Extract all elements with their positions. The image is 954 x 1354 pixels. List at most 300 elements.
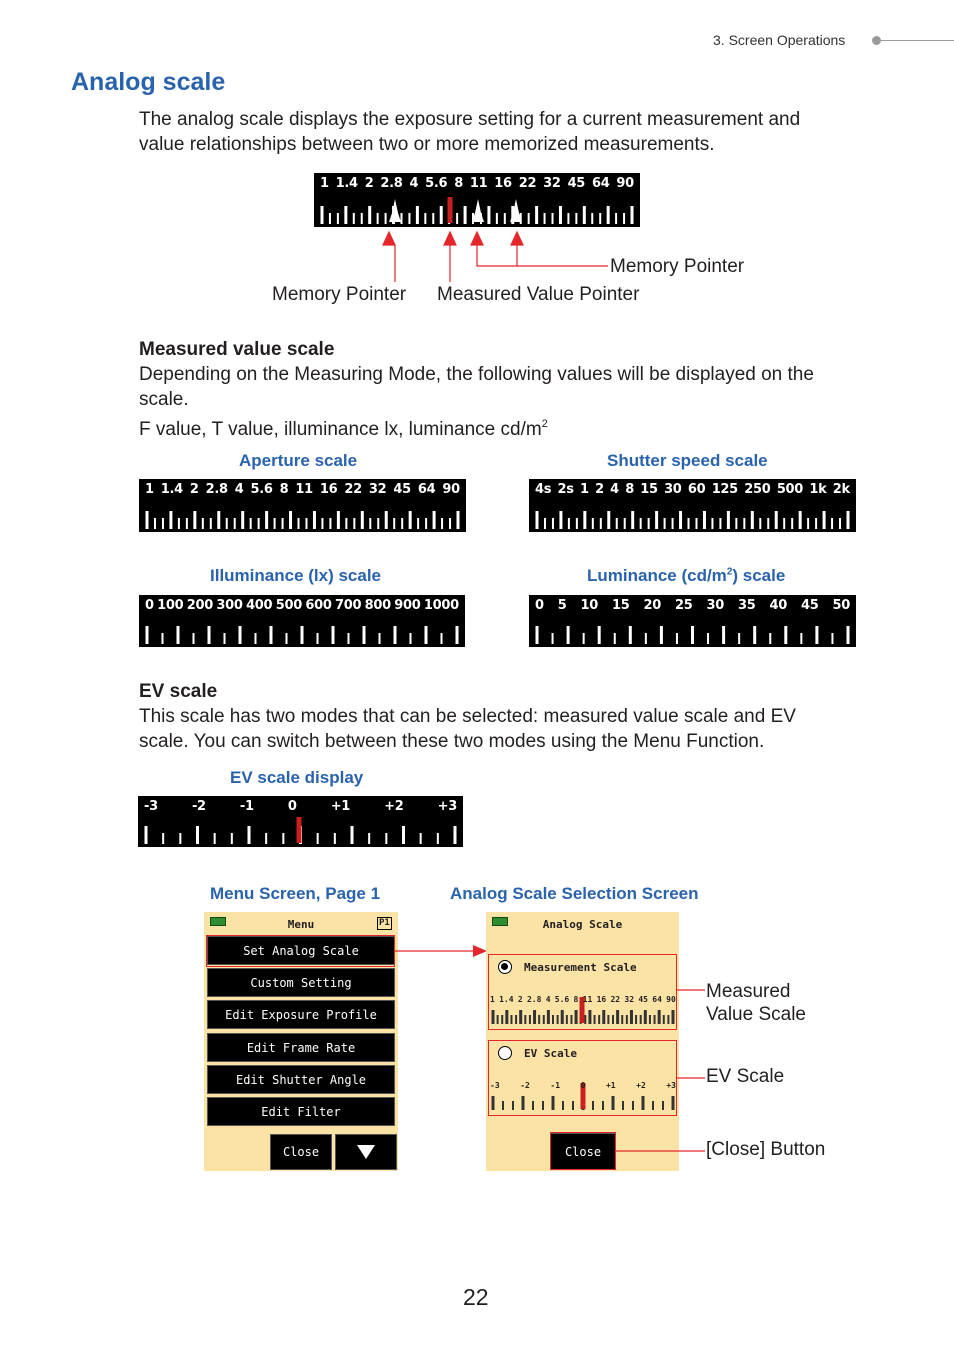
section-title: Analog scale (71, 68, 226, 96)
scale-tick (417, 518, 419, 529)
scale-tick (231, 833, 233, 844)
down-triangle-icon (357, 1145, 375, 1159)
scale-tick (274, 518, 276, 529)
scale-tick (676, 633, 678, 644)
scale-number: 1 (490, 995, 495, 1004)
scale-tick (363, 626, 366, 644)
measured-value-heading: Measured value scale (139, 339, 335, 360)
intro-line-2: value relationships between two or more memorized measurements. (139, 134, 715, 155)
scale-number: 32 (624, 995, 635, 1004)
illuminance-caption: Illuminance (lx) scale (210, 566, 382, 585)
scale-tick (552, 213, 554, 224)
scale-tick (496, 213, 498, 224)
scale-tick (196, 826, 199, 844)
scale-number: -2 (520, 1081, 530, 1090)
scale-tick (679, 511, 682, 529)
scale-tick (208, 626, 211, 644)
scale-tick (807, 518, 809, 529)
measured-line-2: scale. (139, 389, 189, 410)
scale-tick (210, 518, 212, 529)
scale-tick (567, 626, 570, 644)
intro-paragraph (139, 107, 800, 157)
scale-tick (559, 206, 562, 224)
scale-number: 15 (640, 482, 658, 497)
scale-tick (591, 213, 593, 224)
scale-number: 4 (234, 482, 244, 497)
scale-number: 200 (186, 598, 214, 613)
scale-tick (775, 511, 778, 529)
scale-number: 5.6 (554, 995, 570, 1004)
scale-number: 2.8 (205, 482, 228, 497)
scale-tick (464, 206, 467, 224)
measured-values-line (139, 412, 814, 442)
scale-tick (528, 213, 530, 224)
scale-tick (169, 511, 172, 529)
scale-tick (368, 833, 370, 844)
analog-scale-example (314, 173, 640, 227)
scale-number: 2 (189, 482, 199, 497)
scale-number: 0 (287, 799, 297, 814)
scale-tick (146, 511, 149, 529)
scale-tick (425, 626, 428, 644)
scale-tick (393, 518, 395, 529)
menu-screen-caption: Menu Screen, Page 1 (210, 884, 381, 903)
scale-number: -3 (490, 1081, 500, 1090)
ev-caption: EV scale display (230, 768, 364, 787)
menu-to-screen-arrow (395, 944, 487, 958)
scale-number: 8 (625, 482, 634, 497)
scale-tick (552, 518, 554, 529)
scale-tick (193, 511, 196, 529)
scale-number: 16 (319, 482, 338, 497)
highlight-set-analog-scale (206, 935, 395, 967)
aperture-scale (139, 479, 466, 532)
scale-tick (735, 518, 737, 529)
scale-tick (598, 626, 601, 644)
illuminance-ticks (139, 595, 465, 647)
scale-number: 2 (595, 482, 604, 497)
superscript: 2 (541, 418, 548, 430)
scale-tick (599, 213, 601, 224)
scale-number: 0 (145, 598, 154, 613)
scale-number: 22 (610, 995, 621, 1004)
scale-tick (313, 511, 316, 529)
scale-number: 300 (216, 598, 243, 613)
scale-number: 700 (334, 598, 362, 613)
label-memory-pointer-left: Memory Pointer (272, 284, 407, 305)
scale-tick (623, 213, 625, 224)
scale-tick (823, 511, 826, 529)
scale-tick (234, 518, 236, 529)
luminance-scale (529, 595, 856, 647)
scale-tick (791, 518, 793, 529)
scale-number: 500 (776, 482, 804, 497)
analog-close-button[interactable]: Close (550, 1133, 616, 1170)
scale-tick (305, 518, 307, 529)
ev-scale-display (138, 796, 463, 847)
scale-tick (402, 826, 405, 844)
scale-tick (255, 633, 257, 644)
arrow-head (473, 945, 487, 957)
scale-tick (401, 518, 403, 529)
scale-number: 250 (744, 482, 771, 497)
scale-tick (487, 206, 490, 224)
menu-item-set-analog-scale[interactable]: Set Analog Scale (207, 936, 395, 965)
scale-tick (703, 511, 706, 529)
chapter-header: 3. Screen Operations (713, 32, 846, 48)
scale-tick (535, 206, 538, 224)
shutter-ticks (529, 479, 856, 532)
scale-tick (831, 518, 833, 529)
label-measured-value-pointer: Measured Value Pointer (437, 284, 640, 305)
scale-tick (239, 626, 242, 644)
scale-number: -1 (550, 1081, 561, 1090)
scale-number: 15 (612, 598, 630, 613)
scale-tick (369, 518, 371, 529)
page-number: 22 (463, 1284, 489, 1310)
scale-tick (799, 511, 802, 529)
scale-tick (241, 511, 244, 529)
pointer-callouts (380, 228, 620, 288)
scale-tick (449, 518, 451, 529)
scale-number: 8 (454, 176, 463, 191)
scale-tick (552, 633, 554, 644)
scale-number: 500 (275, 598, 302, 613)
scale-tick (282, 518, 284, 529)
scale-tick (719, 518, 721, 529)
scale-number: 8 (279, 482, 289, 497)
scale-tick (767, 518, 769, 529)
scale-tick (615, 213, 617, 224)
scale-number: 22 (518, 176, 537, 191)
scale-tick (600, 518, 602, 529)
scale-number: 1.4 (335, 176, 358, 191)
scale-tick (334, 833, 336, 844)
scale-tick (329, 518, 331, 529)
scale-number: 5 (557, 598, 567, 613)
scale-tick (544, 213, 546, 224)
scale-tick (616, 518, 618, 529)
scale-number: 0 (580, 1081, 586, 1090)
page-badge: P1 (379, 918, 390, 928)
scale-tick (317, 633, 319, 644)
scale-tick (800, 633, 802, 644)
scale-tick (815, 518, 817, 529)
scale-tick (270, 626, 273, 644)
memory-pointer-icon (472, 199, 484, 222)
scale-tick (536, 511, 539, 529)
scale-tick (648, 518, 650, 529)
screen-callout-lines (615, 985, 710, 1155)
scale-tick (424, 213, 426, 224)
scale-number: 11 (295, 482, 313, 497)
shutter-scale (529, 479, 856, 532)
scale-tick (224, 633, 226, 644)
scale-tick (298, 518, 300, 529)
line-memory-mid (477, 245, 608, 266)
arrow-memory-right (511, 232, 523, 245)
scale-number: 5.6 (425, 176, 448, 191)
scale-tick (317, 833, 319, 844)
scale-tick (193, 633, 195, 644)
arrow-memory-mid (471, 232, 483, 245)
scale-tick (408, 213, 410, 224)
scale-tick (265, 833, 267, 844)
ev-ticks (138, 796, 463, 847)
scale-tick (707, 633, 709, 644)
scale-tick (420, 833, 422, 844)
scale-tick (353, 213, 355, 224)
scale-tick (753, 626, 756, 644)
scale-tick (441, 633, 443, 644)
scale-tick (722, 626, 725, 644)
scale-number: 90 (666, 995, 676, 1004)
scale-tick (329, 213, 331, 224)
scale-tick (660, 626, 663, 644)
scale-number: 11 (582, 995, 593, 1004)
scale-number: 35 (738, 598, 756, 613)
scale-number: 60 (687, 482, 706, 497)
scale-tick (640, 518, 642, 529)
scale-tick (607, 511, 610, 529)
ev-paragraph (139, 704, 796, 754)
scale-tick (607, 206, 610, 224)
scale-tick (154, 518, 156, 529)
scale-number: 1k (809, 482, 827, 497)
scale-tick (751, 511, 754, 529)
scale-number: 1 (320, 176, 329, 191)
scale-number: 30 (664, 482, 682, 497)
scale-tick (664, 518, 666, 529)
scale-tick (437, 833, 439, 844)
scale-tick (536, 626, 539, 644)
scale-tick (738, 633, 740, 644)
scale-tick (286, 633, 288, 644)
scale-tick (583, 633, 585, 644)
scale-tick (202, 518, 204, 529)
scale-tick (385, 833, 387, 844)
scale-tick (258, 518, 260, 529)
scale-number: 1.4 (160, 482, 183, 497)
scale-tick (410, 633, 412, 644)
scale-number: 10 (580, 598, 598, 613)
scale-tick (631, 511, 634, 529)
scale-number: -1 (239, 799, 254, 814)
measurement-scale-label: Measurement Scale (524, 961, 637, 974)
luminance-ticks (529, 595, 856, 647)
scale-tick (504, 213, 506, 224)
scale-tick (248, 826, 251, 844)
scale-number: 2.8 (380, 176, 403, 191)
scale-tick (583, 511, 586, 529)
callout-close-label: [Close] Button (706, 1139, 826, 1160)
scale-tick (691, 626, 694, 644)
menu-item-edit-shutter-angle[interactable]: Edit Shutter Angle (207, 1065, 395, 1094)
measured-value-paragraph (139, 362, 814, 442)
scale-number: 45 (638, 995, 648, 1004)
scale-number: 20 (643, 598, 661, 613)
measured-line-1: Depending on the Measuring Mode, the following values will be displayed on the (139, 364, 814, 385)
scale-tick (559, 511, 562, 529)
menu-item-edit-filter[interactable]: Edit Filter (207, 1097, 395, 1126)
scale-tick (186, 518, 188, 529)
scale-number: 4 (409, 176, 419, 191)
label-memory-pointer-right: Memory Pointer (610, 256, 745, 277)
luminance-caption-sup: 2 (726, 566, 733, 578)
scale-number: 90 (616, 176, 634, 191)
scale-tick (831, 633, 833, 644)
scale-tick (688, 518, 690, 529)
intro-line-1: The analog scale displays the exposure setting for a current measurement and (139, 109, 801, 130)
scale-number: 600 (305, 598, 332, 613)
scale-tick (567, 213, 569, 224)
scale-number: 0 (535, 598, 544, 613)
scale-tick (433, 511, 436, 529)
scale-tick (727, 511, 730, 529)
analog-screen-title: Analog Scale (542, 918, 623, 931)
scale-tick (629, 626, 632, 644)
scale-tick (769, 633, 771, 644)
scale-number: 1.4 (499, 995, 514, 1004)
scale-tick (162, 518, 164, 529)
scale-number: 1 (145, 482, 154, 497)
scale-tick (226, 518, 228, 529)
memory-pointer-icon (389, 199, 401, 222)
scale-tick (162, 833, 164, 844)
header-dot (872, 36, 881, 45)
menu-close-button[interactable]: Close (270, 1134, 332, 1170)
scale-number: 32 (543, 176, 561, 191)
ev-scale-option-label: EV Scale (524, 1047, 577, 1060)
values-text: F value, T value, illuminance lx, luminance cd/m (139, 419, 542, 440)
menu-next-page-button[interactable] (335, 1134, 397, 1170)
scale-number: 16 (494, 176, 512, 191)
scale-number: 45 (801, 598, 819, 613)
scale-tick (456, 626, 459, 644)
scale-tick (440, 206, 443, 224)
analog-screen-caption: Analog Scale Selection Screen (450, 884, 699, 903)
scale-number: 64 (591, 176, 610, 191)
scale-tick (457, 511, 460, 529)
scale-number: 90 (442, 482, 460, 497)
scale-tick (217, 511, 220, 529)
callout-ev-label: EV Scale (706, 1066, 785, 1087)
scale-number: 4s (535, 482, 552, 497)
scale-tick (379, 633, 381, 644)
scale-tick (351, 826, 354, 844)
scale-tick (454, 826, 457, 844)
scale-tick (145, 826, 148, 844)
scale-tick (332, 626, 335, 644)
scale-tick (815, 626, 818, 644)
scale-number: 40 (769, 598, 787, 613)
measured-value-pointer (448, 197, 453, 223)
luminance-caption (587, 566, 785, 586)
scale-tick (400, 213, 402, 224)
scale-tick (177, 626, 180, 644)
scale-number: 32 (368, 482, 387, 497)
ev-heading: EV scale (139, 681, 218, 702)
scale-number: 64 (652, 995, 662, 1004)
scale-tick (544, 518, 546, 529)
scale-tick (321, 518, 323, 529)
ev-line-2: scale. You can switch between these two modes using the Menu Function. (139, 731, 765, 752)
ev-line-1: This scale has two modes that can be selected: measured value scale and EV (139, 706, 796, 727)
scale-tick (337, 511, 340, 529)
scale-tick (645, 633, 647, 644)
scale-number: 4 (610, 482, 619, 497)
scale-tick (385, 213, 387, 224)
scale-tick (368, 206, 371, 224)
scale-ticks (314, 173, 640, 227)
scale-tick (337, 213, 339, 224)
scale-tick (344, 206, 347, 224)
scale-number: +1 (330, 799, 351, 814)
scale-tick (345, 518, 347, 529)
menu-item-custom-setting[interactable]: Custom Setting (207, 968, 395, 997)
scale-tick (265, 511, 268, 529)
scale-number: 100 (157, 598, 184, 613)
scale-tick (624, 518, 626, 529)
scale-number: 11 (469, 176, 488, 191)
scale-tick (409, 511, 412, 529)
scale-tick (711, 518, 713, 529)
scale-number: 1 (580, 482, 589, 497)
scale-number: 22 (344, 482, 362, 497)
scale-number: 64 (417, 482, 436, 497)
scale-number: 45 (567, 176, 586, 191)
scale-number: 2.8 (526, 995, 542, 1004)
aperture-ticks (139, 479, 466, 532)
scale-tick (289, 511, 292, 529)
scale-tick (672, 518, 674, 529)
scale-tick (784, 626, 787, 644)
scale-tick (432, 213, 434, 224)
scale-tick (282, 833, 284, 844)
menu-title: Menu (287, 918, 315, 931)
scale-tick (847, 511, 850, 529)
scale-number: 2 (517, 995, 523, 1004)
callout-measured-line-1: Measured (706, 981, 791, 1002)
callout-measured-line-2: Value Scale (706, 1004, 806, 1025)
scale-tick (361, 511, 364, 529)
menu-item-edit-exposure-profile[interactable]: Edit Exposure Profile (207, 1000, 395, 1029)
scale-tick (394, 626, 397, 644)
scale-tick (759, 518, 761, 529)
scale-tick (416, 206, 419, 224)
scale-number: 8 (573, 995, 579, 1004)
scale-number: 2k (832, 482, 850, 497)
scale-tick (839, 518, 841, 529)
scale-tick (456, 213, 458, 224)
scale-number: 4 (545, 995, 551, 1004)
scale-tick (146, 626, 149, 644)
scale-tick (568, 518, 570, 529)
menu-item-edit-frame-rate[interactable]: Edit Frame Rate (207, 1033, 395, 1062)
shutter-caption: Shutter speed scale (607, 451, 768, 470)
scale-number: 900 (394, 598, 421, 613)
scale-number: 125 (711, 482, 738, 497)
scale-tick (178, 518, 180, 529)
scale-number: 400 (246, 598, 273, 613)
scale-tick (592, 518, 594, 529)
scale-number: 16 (596, 995, 607, 1004)
scale-tick (614, 633, 616, 644)
aperture-caption: Aperture scale (239, 451, 358, 470)
scale-tick (655, 511, 658, 529)
scale-tick (631, 206, 634, 224)
header-rule (881, 40, 954, 41)
